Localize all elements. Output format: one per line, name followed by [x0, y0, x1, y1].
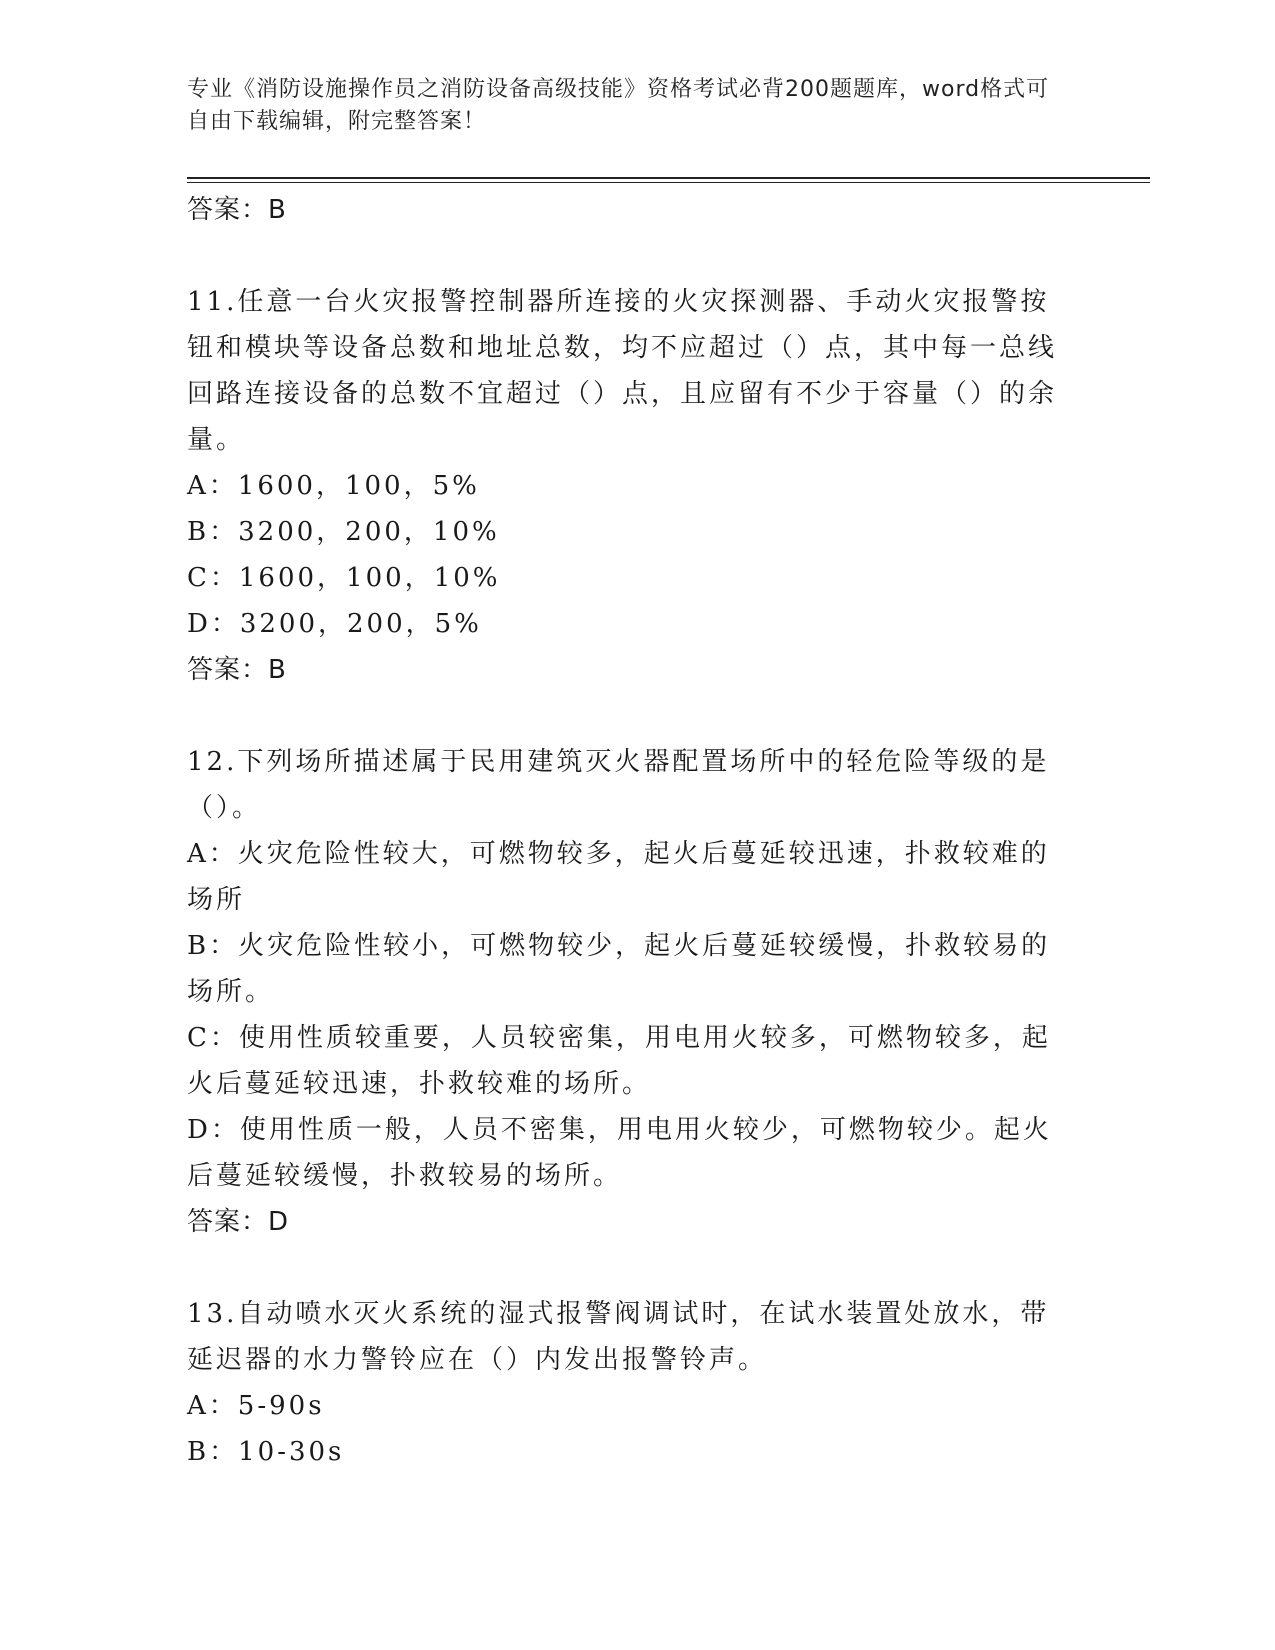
answer: 答案：B — [187, 655, 287, 685]
question-list — [187, 187, 1077, 1475]
option-b: B：3200，200，10% — [187, 517, 500, 547]
question-11 — [187, 279, 1077, 693]
question-stem: 13.自动喷水灭火系统的湿式报警阀调试时，在试水装置处放水，带延迟器的水力警铃应在（）内发出报警铃声。 — [187, 1299, 1050, 1375]
question-12 — [187, 739, 1077, 1245]
option-a: A：火灾危险性较大，可燃物较多，起火后蔓延较迅速，扑救较难的场所 — [187, 839, 1050, 915]
question-stem: 12.下列场所描述属于民用建筑灭火器配置场所中的轻危险等级的是（）。 — [187, 747, 1050, 823]
page-header: 专业《消防设施操作员之消防设备高级技能》资格考试必背200题题库，word格式可自由下载编辑，附完整答案！ — [187, 77, 1050, 134]
spacer — [187, 693, 1077, 739]
question-stem: 11.任意一台火灾报警控制器所连接的火灾探测器、手动火灾报警按钮和模块等设备总数和地址总数，均不应超过（）点，其中每一总线回路连接设备的总数不宜超过（）点，且应留有不少于容量（）的余量。 — [187, 287, 1058, 455]
option-b: B：10-30s — [187, 1437, 345, 1467]
header-rule-thin — [187, 182, 1150, 183]
header-rule-thick — [187, 177, 1150, 179]
previous-answer: 答案：B — [187, 195, 287, 225]
spacer — [187, 1245, 1077, 1291]
option-d: D：使用性质一般，人员不密集，用电用火较少，可燃物较少。起火后蔓延较缓慢，扑救较易的场所。 — [187, 1115, 1052, 1191]
question-13 — [187, 1291, 1077, 1475]
option-a: A：1600，100，5% — [187, 471, 480, 501]
option-c: C：1600，100，10% — [187, 563, 501, 593]
answer: 答案：D — [187, 1207, 290, 1237]
option-b: B：火灾危险性较小，可燃物较少，起火后蔓延较缓慢，扑救较易的场所。 — [187, 931, 1051, 1007]
option-c: C：使用性质较重要，人员较密集，用电用火较多，可燃物较多，起火后蔓延较迅速，扑救较难的场所。 — [187, 1023, 1051, 1099]
option-a: A：5-90s — [187, 1391, 325, 1421]
option-d: D：3200，200，5% — [187, 609, 482, 639]
spacer — [187, 233, 1077, 279]
